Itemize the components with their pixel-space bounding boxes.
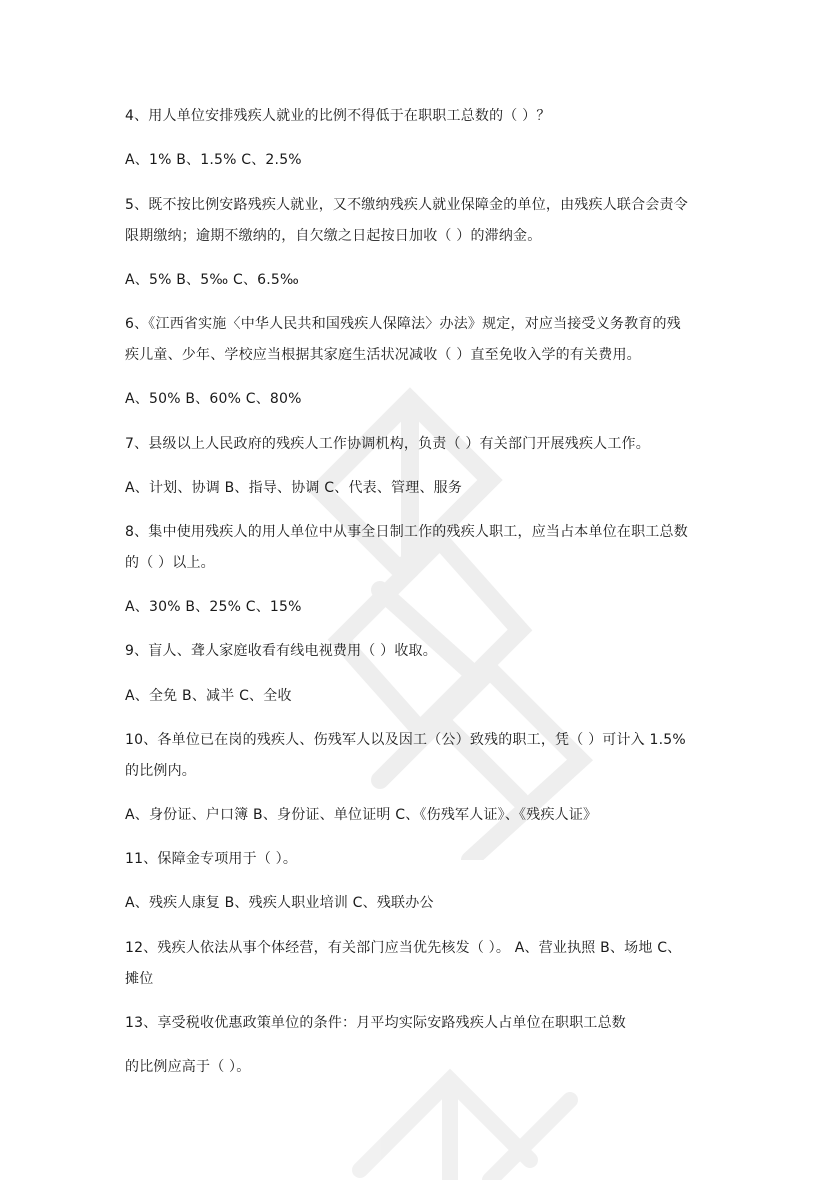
- question-7-text: 7、县级以上人民政府的残疾人工作协调机构，负责（ ）有关部门开展残疾人工作。: [125, 436, 650, 452]
- question-4-options: A、1% B、1.5% C、2.5%: [125, 152, 302, 168]
- question-11-text: 11、保障金专项用于（ ）。: [125, 851, 298, 867]
- question-9-options: A、全免 B、减半 C、全收: [125, 688, 292, 704]
- question-4-text: 4、用人单位安排残疾人就业的比例不得低于在职职工总数的（ ）？: [125, 108, 551, 124]
- question-6-text-line-1: 6、《江西省实施〈中华人民共和国残疾人保障法〉办法》规定，对应当接受义务教育的残: [125, 316, 681, 332]
- question-13-text-line-1: 13、享受税收优惠政策单位的条件：月平均实际安路残疾人占单位在职职工总数: [125, 1015, 627, 1031]
- question-6-options: A、50% B、60% C、80%: [125, 391, 302, 407]
- question-8-text-line-1: 8、集中使用残疾人的用人单位中从事全日制工作的残疾人职工，应当占本单位在职工总数: [125, 524, 688, 540]
- question-13-text-line-2: 的比例应高于（ ）。: [125, 1059, 251, 1075]
- question-5-text-line-1: 5、既不按比例安路残疾人就业，又不缴纳残疾人就业保障金的单位，由残疾人联合会责令: [125, 197, 688, 213]
- question-7-options: A、计划、协调 B、指导、协调 C、代表、管理、服务: [125, 480, 463, 496]
- question-10-text-line-1: 10、各单位已在岗的残疾人、伤残军人以及因工（公）致残的职工，凭（ ）可计入 1.5%: [125, 732, 686, 748]
- question-5-text-line-2: 限期缴纳；逾期不缴纳的，自欠缴之日起按日加收（ ）的滞纳金。: [125, 228, 542, 244]
- question-8-options: A、30% B、25% C、15%: [125, 599, 302, 615]
- question-12-text-line-1: 12、残疾人依法从事个体经营，有关部门应当优先核发（ ）。 A、营业执照 B、场地 C、: [125, 940, 682, 956]
- question-11-options: A、残疾人康复 B、残疾人职业培训 C、残联办公: [125, 895, 434, 911]
- question-8-text-line-2: 的（ ）以上。: [125, 555, 215, 571]
- question-10-text-line-2: 的比例内。: [125, 763, 196, 779]
- watermark-graphic: [260, 340, 620, 860]
- watermark-graphic-bottom: [340, 1030, 600, 1180]
- question-5-options: A、5% B、5‰ C、6.5‰: [125, 272, 300, 288]
- question-10-options: A、身份证、户口簿 B、身份证、单位证明 C、《伤残军人证》、《残疾人证》: [125, 807, 598, 823]
- question-12-text-line-2: 摊位: [125, 971, 154, 987]
- question-6-text-line-2: 疾儿童、少年、学校应当根据其家庭生活状况减收（ ）直至免收入学的有关费用。: [125, 347, 641, 363]
- question-9-text: 9、盲人、聋人家庭收看有线电视费用（ ）收取。: [125, 643, 437, 659]
